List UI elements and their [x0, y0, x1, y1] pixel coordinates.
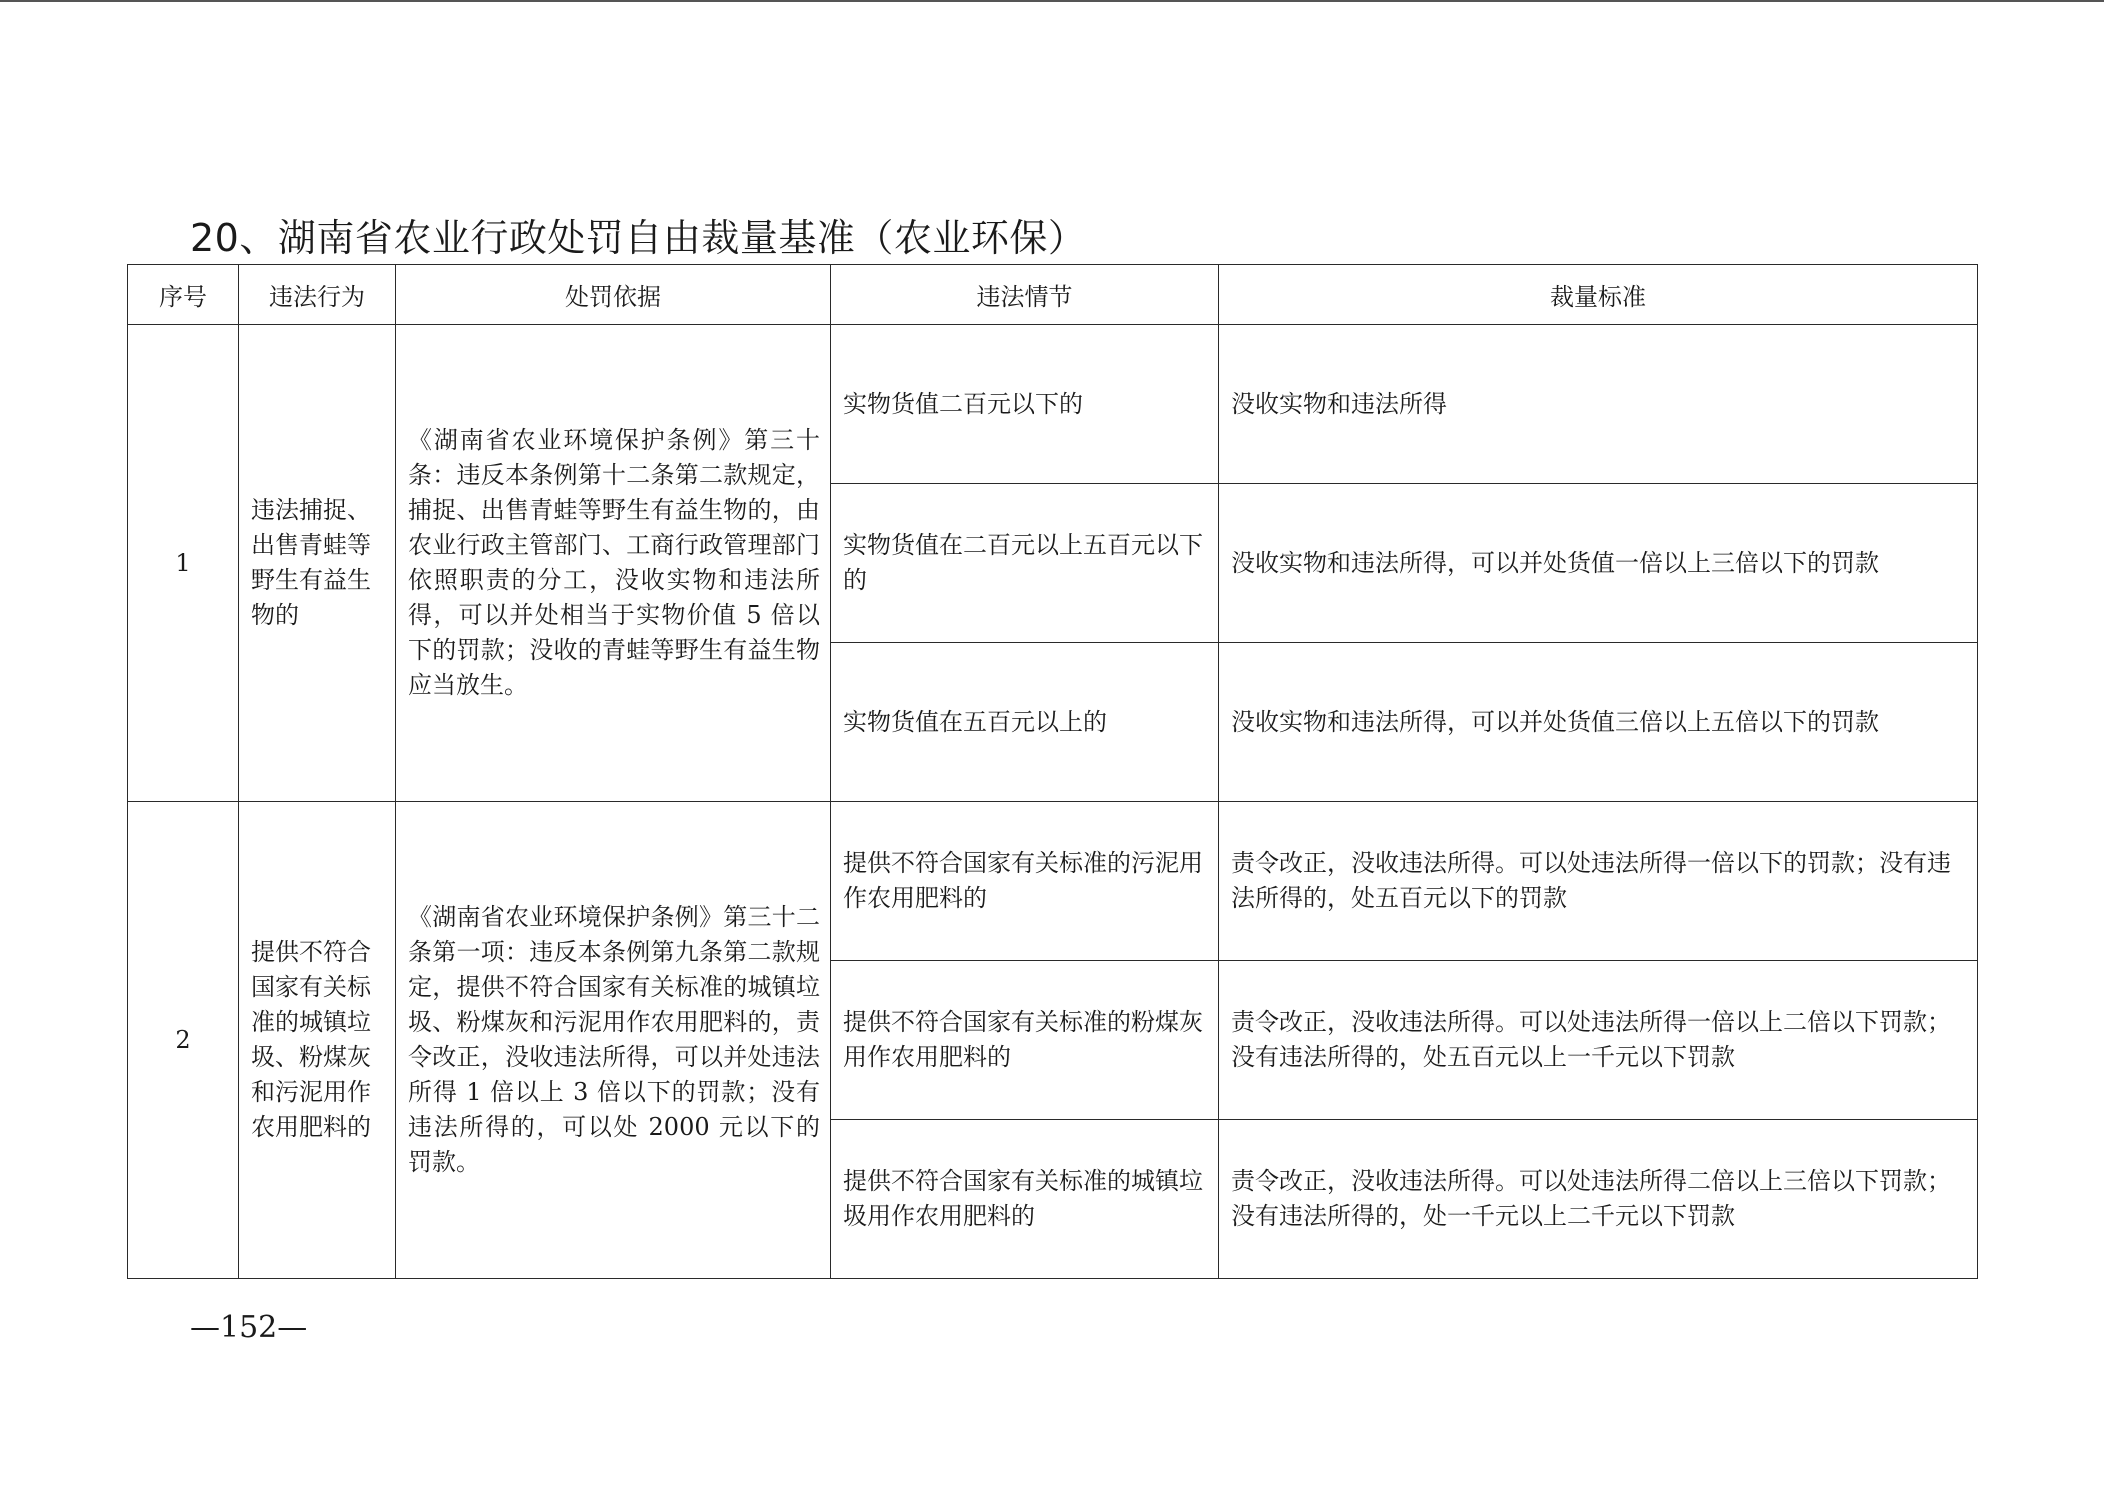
- header-act: 违法行为: [239, 265, 396, 325]
- document-title: 20、湖南省农业行政处罚自由裁量基准（农业环保）: [190, 216, 1087, 260]
- cell-standard: 没收实物和违法所得，可以并处货值三倍以上五倍以下的罚款: [1219, 643, 1978, 802]
- cell-circumstance: 提供不符合国家有关标准的粉煤灰用作农用肥料的: [831, 961, 1219, 1120]
- cell-circumstance: 实物货值在二百元以上五百元以下的: [831, 484, 1219, 643]
- cell-circumstance: 提供不符合国家有关标准的城镇垃圾用作农用肥料的: [831, 1120, 1219, 1279]
- penalty-table-container: [127, 264, 1977, 1279]
- cell-act: 提供不符合国家有关标准的城镇垃圾、粉煤灰和污泥用作农用肥料的: [239, 802, 396, 1279]
- table-row: [128, 325, 1978, 484]
- cell-circumstance: 提供不符合国家有关标准的污泥用作农用肥料的: [831, 802, 1219, 961]
- cell-standard: 责令改正，没收违法所得。可以处违法所得一倍以下的罚款；没有违法所得的，处五百元以下的罚款: [1219, 802, 1978, 961]
- cell-act: 违法捕捉、出售青蛙等野生有益生物的: [239, 325, 396, 802]
- cell-circumstance: 实物货值在五百元以上的: [831, 643, 1219, 802]
- top-border-line: [0, 0, 2104, 2]
- header-standard: 裁量标准: [1219, 265, 1978, 325]
- cell-standard: 没收实物和违法所得，可以并处货值一倍以上三倍以下的罚款: [1219, 484, 1978, 643]
- cell-basis: 《湖南省农业环境保护条例》第三十二条第一项：违反本条例第九条第二款规定，提供不符合国家有关标准的城镇垃圾、粉煤灰和污泥用作农用肥料的，责令改正，没收违法所得，可以并处违法所得 1 倍以上 3 倍以下的罚款；没有违法所得的，可以处 2000 元以下的罚款。: [396, 802, 831, 1279]
- page-number: —152—: [190, 1310, 308, 1345]
- cell-standard: 责令改正，没收违法所得。可以处违法所得二倍以上三倍以下罚款；没有违法所得的，处一千元以上二千元以下罚款: [1219, 1120, 1978, 1279]
- header-circumstance: 违法情节: [831, 265, 1219, 325]
- header-no: 序号: [128, 265, 239, 325]
- cell-standard: 责令改正，没收违法所得。可以处违法所得一倍以上二倍以下罚款；没有违法所得的，处五百元以上一千元以下罚款: [1219, 961, 1978, 1120]
- cell-basis: 《湖南省农业环境保护条例》第三十条：违反本条例第十二条第二款规定，捕捉、出售青蛙等野生有益生物的，由农业行政主管部门、工商行政管理部门依照职责的分工，没收实物和违法所得，可以并处相当于实物价值 5 倍以下的罚款；没收的青蛙等野生有益生物应当放生。: [396, 325, 831, 802]
- penalty-discretion-table: [127, 264, 1978, 1279]
- cell-no: 1: [128, 325, 239, 802]
- cell-circumstance: 实物货值二百元以下的: [831, 325, 1219, 484]
- table-row: [128, 802, 1978, 961]
- cell-no: 2: [128, 802, 239, 1279]
- cell-standard: 没收实物和违法所得: [1219, 325, 1978, 484]
- header-basis: 处罚依据: [396, 265, 831, 325]
- table-header-row: [128, 265, 1978, 325]
